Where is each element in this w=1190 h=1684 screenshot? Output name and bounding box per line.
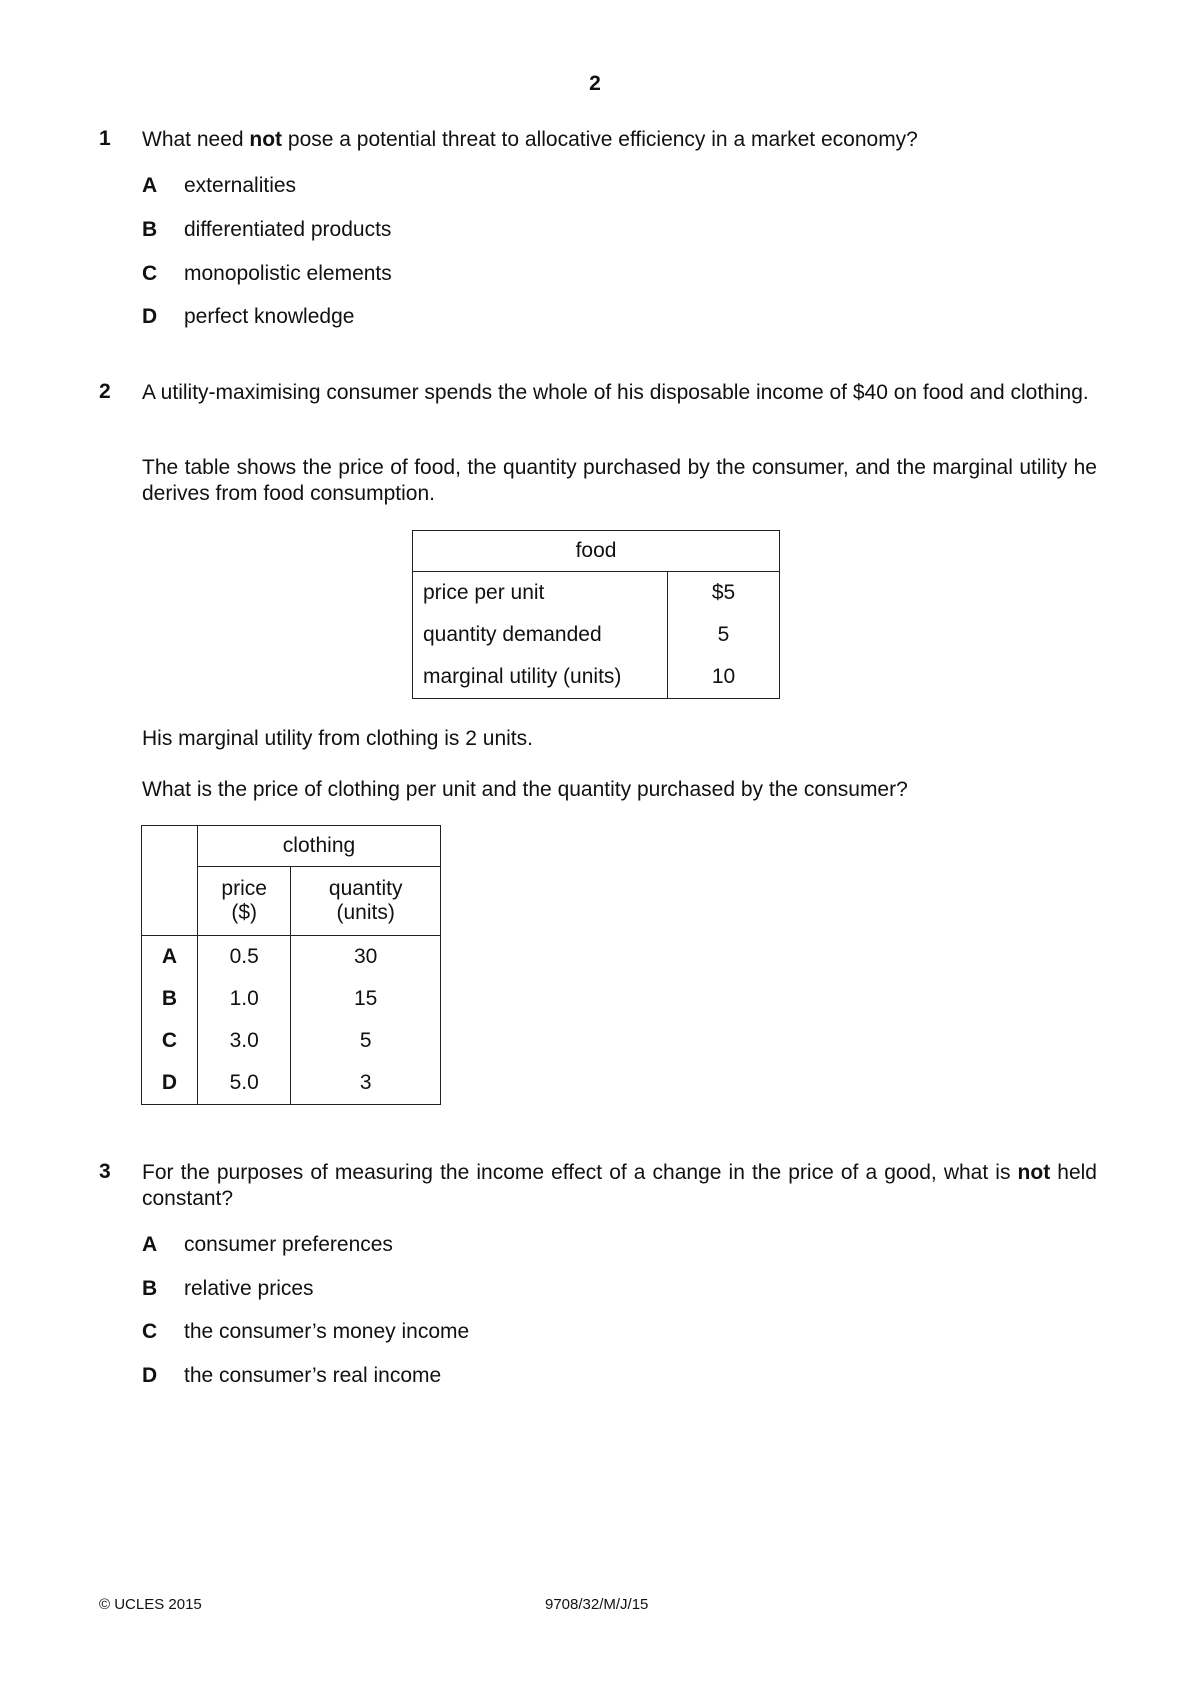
question-3-number: 3	[99, 1160, 111, 1183]
question-1-number: 1	[99, 127, 111, 150]
footer-copyright: © UCLES 2015	[99, 1596, 202, 1613]
question-2-para-2: The table shows the price of food, the quantity purchased by the consumer, and the marginal utility he derives from food consumption.	[142, 456, 1097, 505]
food-row-label: price per unit	[413, 572, 668, 615]
table-row	[413, 614, 780, 656]
question-2-question: What is the price of clothing per unit and the quantity purchased by the consumer?	[142, 778, 908, 801]
question-2-para-1: A utility-maximising consumer spends the whole of his disposable income of $40 on food and clothing.	[142, 381, 1089, 404]
clothing-price-header	[198, 867, 291, 936]
q1-option-d-text: perfect knowledge	[184, 305, 355, 328]
clothing-option-letter: C	[142, 1020, 198, 1062]
clothing-option-quantity: 15	[291, 978, 441, 1020]
table-row	[142, 1020, 441, 1062]
question-3-text-after: held constant?	[142, 1161, 1097, 1210]
clothing-quantity-header	[291, 867, 441, 936]
table-row	[142, 1062, 441, 1105]
clothing-option-quantity: 5	[291, 1020, 441, 1062]
q3-option-a-letter: A	[142, 1233, 158, 1256]
clothing-option-price: 5.0	[198, 1062, 291, 1105]
clothing-option-quantity: 3	[291, 1062, 441, 1105]
q1-option-b-text: differentiated products	[184, 218, 392, 241]
question-1-text	[142, 127, 1097, 153]
food-row-value: $5	[668, 572, 780, 615]
q3-option-a-text: consumer preferences	[184, 1233, 393, 1256]
question-3-text-before: For the purposes of measuring the income effect of a change in the price of a good, what is	[142, 1161, 1018, 1184]
price-header-line-2: ($)	[231, 901, 258, 924]
clothing-option-price: 1.0	[198, 978, 291, 1020]
question-1-text-bold: not	[249, 128, 283, 151]
table-row	[413, 656, 780, 699]
q1-option-b-letter: B	[142, 218, 158, 241]
page-number: 2	[589, 72, 601, 95]
q1-option-a-text: externalities	[184, 174, 297, 197]
clothing-option-price: 0.5	[198, 936, 291, 979]
q3-option-c-text: the consumer’s money income	[184, 1320, 470, 1343]
clothing-table-corner	[142, 826, 198, 936]
clothing-option-letter: B	[142, 978, 198, 1020]
question-2-para-3: His marginal utility from clothing is 2 units.	[142, 727, 533, 750]
q1-option-a-letter: A	[142, 174, 158, 197]
question-3-text	[142, 1160, 1097, 1212]
q3-option-b-text: relative prices	[184, 1277, 314, 1300]
food-row-value: 10	[668, 656, 780, 699]
question-3-text-bold: not	[1017, 1161, 1051, 1184]
clothing-option-quantity: 30	[291, 936, 441, 979]
question-1-text-after: pose a potential threat to allocative efficiency in a market economy?	[282, 128, 918, 151]
q3-option-c-letter: C	[142, 1320, 158, 1343]
clothing-option-letter: D	[142, 1062, 198, 1105]
q3-option-b-letter: B	[142, 1277, 158, 1300]
q1-option-c-text: monopolistic elements	[184, 262, 392, 285]
clothing-option-price: 3.0	[198, 1020, 291, 1062]
clothing-option-letter: A	[142, 936, 198, 979]
quantity-header-line-2: (units)	[336, 901, 395, 924]
food-table	[412, 530, 780, 699]
quantity-header-line-1: quantity	[328, 877, 403, 900]
question-2-number: 2	[99, 380, 111, 403]
table-row	[142, 936, 441, 979]
q3-option-d-text: the consumer’s real income	[184, 1364, 442, 1387]
clothing-table-header: clothing	[198, 826, 441, 867]
q3-option-d-letter: D	[142, 1364, 158, 1387]
food-row-label: quantity demanded	[413, 614, 668, 656]
footer-paper-code: 9708/32/M/J/15	[545, 1596, 649, 1613]
table-row	[142, 978, 441, 1020]
food-row-value: 5	[668, 614, 780, 656]
q1-option-d-letter: D	[142, 305, 158, 328]
food-table-header: food	[413, 531, 780, 572]
q1-option-c-letter: C	[142, 262, 158, 285]
price-header-line-1: price	[221, 877, 267, 900]
food-row-label: marginal utility (units)	[413, 656, 668, 699]
clothing-table	[141, 825, 441, 1105]
question-1-text-before: What need	[142, 128, 250, 151]
table-row	[413, 572, 780, 615]
